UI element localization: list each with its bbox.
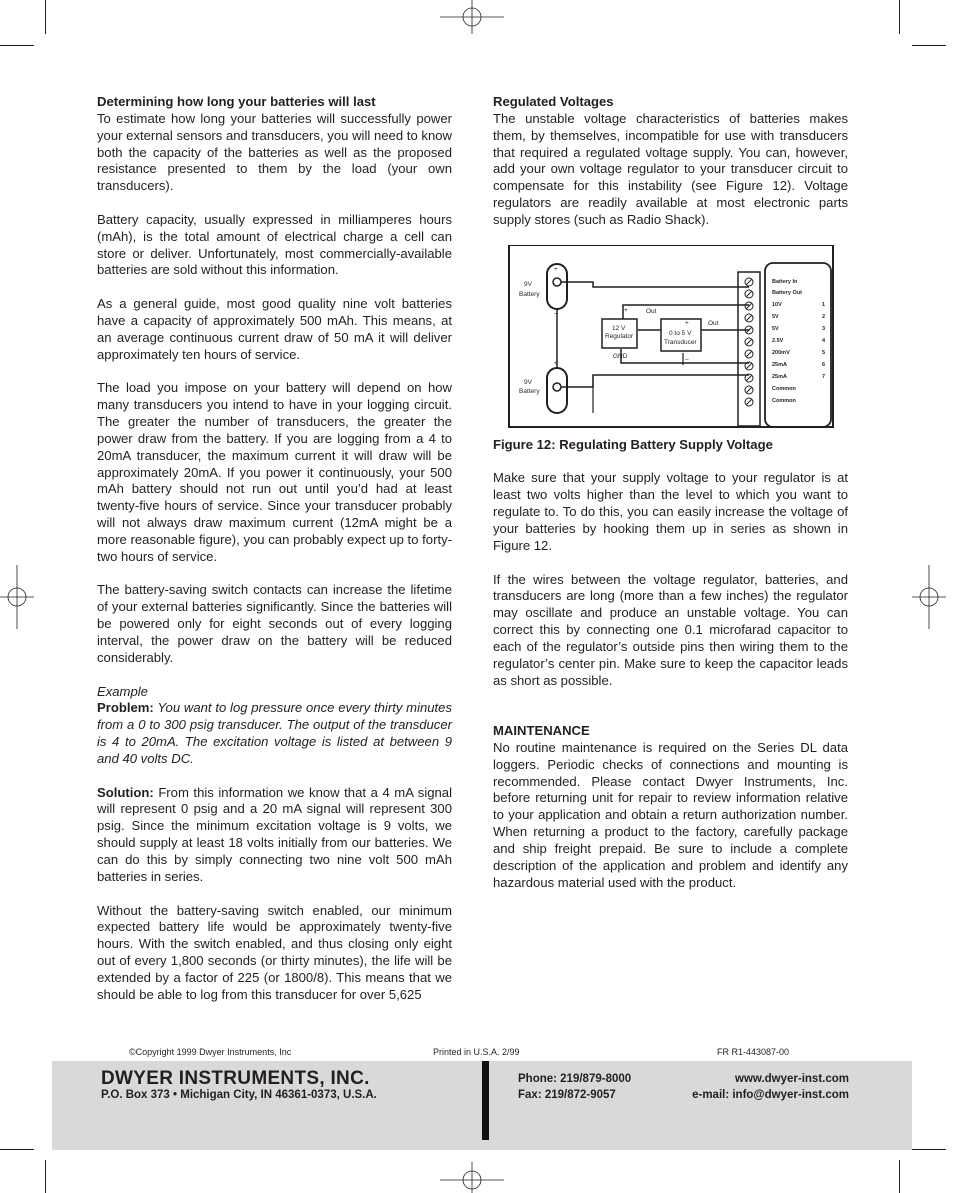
solution-label: Solution: (97, 784, 154, 800)
registration-mark-right (912, 565, 946, 629)
transducer-plus: + (685, 319, 689, 327)
phone: Phone: 219/879-8000 (518, 1073, 632, 1085)
paragraph: To estimate how long your batteries will successfully power your external sensors and transducers, you will need to know both the capacity of the batteries as well as the proposed resistance presented to them by the load (your own transducers). (97, 110, 452, 194)
battery2-label: Battery (519, 387, 540, 395)
regulator-plus: + (624, 306, 628, 314)
registration-mark-top (440, 0, 504, 36)
right-column (493, 94, 848, 892)
paragraph: The battery-saving switch contacts can increase the lifetime of your external batteries significantly. Since the batteries will be powered only for eight seconds out of every logging interval, the power draw on the battery will be reduced considerably. (97, 582, 452, 665)
paragraph: No routine maintenance is required on the Series DL data loggers. Periodic checks of connections and mounting is recommended. Please contact Dwyer Instruments, Inc. before returning unit for repair to review information relative to your application and obtain a return authorization number. When returning a product to the factory, carefully package and ship freight prepaid. Be sure to include a complete description of the application and problem and identify any hazardous material used with the product. (493, 739, 848, 890)
fax: Fax: 219/872-9057 (518, 1089, 616, 1101)
figure-caption: Figure 12: Regulating Battery Supply Voltage (493, 436, 773, 452)
footer-divider (482, 1061, 489, 1140)
terminal-number: 5 (822, 349, 826, 356)
left-column (97, 94, 452, 1004)
gnd-label: GND (613, 352, 628, 360)
section-heading-batteries: Determining how long your batteries will last (97, 94, 376, 109)
document-code: FR R1-443087-00 (717, 1047, 790, 1057)
terminal-label: 10V (772, 301, 782, 308)
battery1-minus: – (554, 309, 558, 317)
terminal-label: Common (772, 385, 796, 392)
paragraph: If the wires between the voltage regulator, batteries, and transducers are long (more than a few inches) the regulator may oscillate and produce an unstable voltage. You can correct this by connecting one 0.1 microfarad capacitor to each of the regulator’s outside pins then wiring them to the regulator’s center pin. Make sure to keep the capacitor leads as short as possible. (493, 571, 848, 688)
problem-paragraph (97, 700, 452, 767)
terminal-label: 200mV (772, 349, 790, 356)
battery1-voltage: 9V (524, 280, 532, 288)
transducer-out-label: Out (708, 319, 719, 327)
website-link[interactable]: www.dwyer-inst.com (735, 1073, 849, 1085)
email-link[interactable]: e-mail: info@dwyer-inst.com (692, 1089, 849, 1101)
company-address: P.O. Box 373 • Michigan City, IN 46361-0373, U.S.A. (101, 1089, 377, 1101)
terminal-number: 1 (822, 301, 826, 308)
battery2-plus: + (554, 359, 558, 367)
solution-paragraph (97, 785, 452, 886)
section-heading-regulated: Regulated Voltages (493, 94, 614, 109)
registration-mark-bottom (440, 1160, 504, 1193)
problem-label: Problem: (97, 700, 154, 716)
battery2-voltage: 9V (524, 378, 532, 386)
wiring-diagram (493, 245, 848, 437)
terminal-label: 2.5V (772, 337, 784, 344)
paragraph: As a general guide, most good quality nine volt batteries have a capacity of approximately 500 mAh. This means, at an average continuous current draw of 50 mA it will deliver approximately ten hours of service. (97, 296, 452, 362)
battery1-plus: + (554, 265, 558, 273)
copyright: ©Copyright 1999 Dwyer Instruments, Inc (129, 1047, 292, 1057)
company-name: DWYER INSTRUMENTS, INC. (101, 1068, 370, 1089)
terminal-header-in: Battery In (772, 278, 798, 285)
terminal-label: Common (772, 397, 796, 404)
problem-text: You want to log pressure once every thirty minutes from a 0 to 300 psig transducer. The output of the transducer is 4 to 20mA. The excitation voltage is listed at between 9 and 40 volts DC. (97, 700, 453, 766)
printed-note: Printed in U.S.A. 2/99 (433, 1047, 520, 1057)
terminal-number: 7 (822, 373, 826, 380)
paragraph: Without the battery-saving switch enabled, our minimum expected battery life would be approximately twenty-five hours. With the switch enabled, and thus closing only eight out of every 1,800 seconds (or thirty minutes), the life will be extended by a factor of 225 (or 1800/8). This means that we should be able to log from this transducer for over 5,625 (97, 902, 452, 1002)
paragraph: The load you impose on your battery will depend on how many transducers you intend to have in your logging circuit. The greater the number of transducers, the greater the power draw from the battery. If you are logging from a 4 to 20mA transducer, the maximum current it will draw will be approximately 20mA. If you power it continuously, your 500 mAh battery should not run out until you’d had at least twenty-five hours of service. Since your transducer probably will not always draw maximum current (12mA might be a more reasonable figure), you can probably expect up to forty-two hours of service. (97, 380, 452, 564)
solution-text: From this information we know that a 4 mA signal will represent 0 psig and a 20 mA signal will represent 300 psig. Since the minimum excitation voltage is 9 volts, we should supply at least 18 volts initially from our batteries. We can do this by simply connecting two nine volt 500 mAh batteries in series. (97, 784, 452, 884)
terminal-label: 5V (772, 313, 779, 320)
battery1-label: Battery (519, 290, 540, 298)
paragraph: Make sure that your supply voltage to your regulator is at least two volts higher than the level to which you want to regulate to. To do this, you can easily increase the voltage of your batteries by hooking them up in series as shown in Figure 12. (493, 470, 848, 553)
regulator-label: Regulator (605, 332, 634, 340)
terminal-label: 25mA (772, 373, 787, 380)
figure-12 (493, 245, 848, 437)
terminal-label: 25mA (772, 361, 787, 368)
transducer-range: 0 to 5 V (669, 329, 692, 337)
terminal-header-out: Battery Out (772, 289, 802, 296)
terminal-number: 6 (822, 361, 826, 368)
paragraph: The unstable voltage characteristics of batteries makes them, by themselves, incompatible for use with transducers that required a regulated voltage supply. You can, however, add your own voltage regulator to your transducer circuit to compensate for this instability (see Figure 12). Voltage regulators are readily available at most electronic parts supply stores (such as Radio Shack). (493, 110, 848, 227)
regulator-voltage: 12 V (612, 324, 626, 332)
terminal-number: 2 (822, 313, 826, 320)
example-label: Example (97, 683, 148, 699)
terminal-number: 4 (822, 337, 826, 344)
transducer-label: Transducer (664, 338, 697, 346)
transducer-minus: – (685, 355, 689, 363)
terminal-label: 5V (772, 325, 779, 332)
registration-mark-left (0, 565, 34, 629)
section-heading-maintenance: MAINTENANCE (493, 723, 590, 739)
regulator-out-label: Out (646, 307, 657, 315)
terminal-number: 3 (822, 325, 826, 332)
paragraph: Battery capacity, usually expressed in milliamperes hours (mAh), is the total amount of electrical charge a cell can store or deliver. Unfortunately, most commercially-available batteries are sold without this information. (97, 211, 452, 278)
